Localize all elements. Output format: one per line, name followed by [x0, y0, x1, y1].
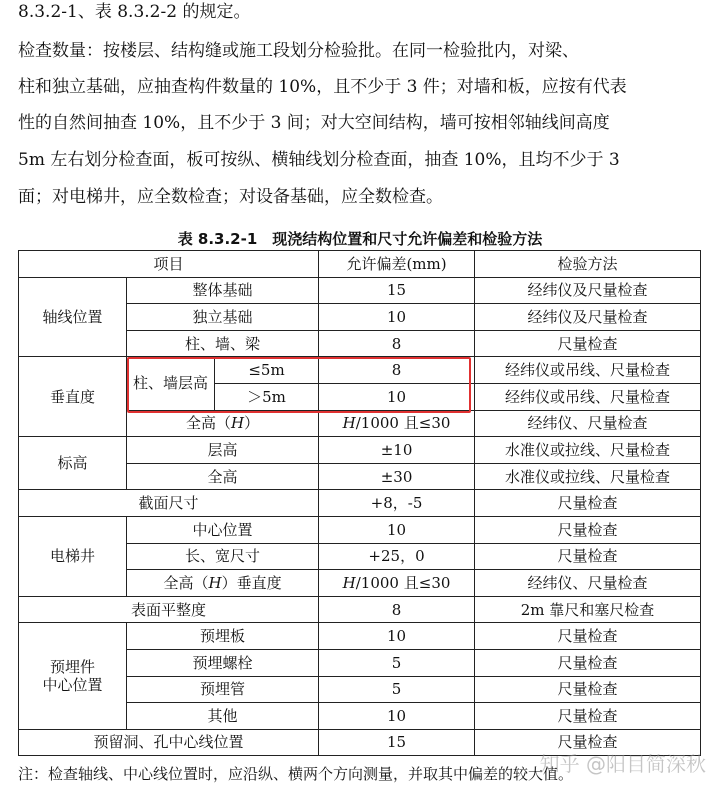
item-cell: 层高: [127, 437, 319, 464]
tolerance-cell: 10: [319, 304, 475, 331]
item-cell: 全高（H）垂直度: [127, 570, 319, 597]
group-embedded-line-1: 预埋件: [49, 658, 95, 676]
method-cell: 经纬仪、尺量检查: [475, 570, 701, 597]
table-header-row: [19, 251, 701, 278]
tolerance-cell: 8: [319, 330, 475, 357]
method-cell: 水准仪或拉线、尺量检查: [475, 463, 701, 490]
method-cell: 尺量检查: [475, 676, 701, 703]
method-cell: 尺量检查: [475, 543, 701, 570]
tolerance-cell: 10: [319, 623, 475, 650]
tolerance-cell: 5: [319, 676, 475, 703]
item-cell: 预埋管: [127, 676, 319, 703]
method-cell: 2m 靠尺和塞尺检查: [475, 596, 701, 623]
condition-cell: ≤5m: [215, 357, 319, 384]
header-item: 项目: [19, 251, 319, 278]
header-method: 检验方法: [475, 251, 701, 278]
item-cell: 全高: [127, 463, 319, 490]
item-cell: 全高（H）: [127, 410, 319, 437]
tolerance-cell: H/1000 且≤30: [319, 570, 475, 597]
tolerance-cell: 10: [319, 516, 475, 543]
paragraph-line-2: 检查数量：按楼层、结构缝或施工段划分检验批。在同一检验批内，对梁、: [18, 41, 579, 61]
item-cell: 预埋板: [127, 623, 319, 650]
tolerance-cell: 8: [319, 596, 475, 623]
paragraph-line-6: 面；对电梯井，应全数检查；对设备基础，应全数检查。: [18, 187, 443, 207]
tolerance-cell: H/1000 且≤30: [319, 410, 475, 437]
method-cell: 经纬仪及尺量检查: [475, 277, 701, 304]
item-cell: 柱、墙、梁: [127, 330, 319, 357]
method-cell: 尺量检查: [475, 703, 701, 730]
tolerance-cell: +8，-5: [319, 490, 475, 517]
item-cell: 表面平整度: [19, 596, 319, 623]
method-cell: 尺量检查: [475, 729, 701, 756]
header-tolerance: 允许偏差(mm): [319, 251, 475, 278]
method-cell: 经纬仪、尺量检查: [475, 410, 701, 437]
method-cell: 经纬仪及尺量检查: [475, 304, 701, 331]
tolerance-cell: ±30: [319, 463, 475, 490]
tolerance-table: [18, 250, 701, 756]
method-cell: 经纬仪或吊线、尺量检查: [475, 357, 701, 384]
item-cell: 长、宽尺寸: [127, 543, 319, 570]
table-row: [19, 277, 701, 304]
group-elevation: 标高: [19, 437, 127, 490]
item-cell: 预留洞、孔中心线位置: [19, 729, 319, 756]
method-cell: 尺量检查: [475, 490, 701, 517]
tolerance-cell: 5: [319, 649, 475, 676]
method-cell: 尺量检查: [475, 330, 701, 357]
method-cell: 尺量检查: [475, 649, 701, 676]
paragraph-line-4: 性的自然间抽查 10%，且不少于 3 间；对大空间结构，墙可按相邻轴线间高度: [18, 113, 610, 133]
tolerance-cell: 15: [319, 729, 475, 756]
method-cell: 尺量检查: [475, 623, 701, 650]
sub-group-storey: 柱、墙层高: [127, 357, 215, 410]
item-cell: 整体基础: [127, 277, 319, 304]
method-cell: 经纬仪或吊线、尺量检查: [475, 383, 701, 410]
paragraph-line-1: 8.3.2-1、表 8.3.2-2 的规定。: [18, 2, 251, 22]
table-row: [19, 357, 701, 384]
tolerance-cell: 10: [319, 703, 475, 730]
group-embedded: [19, 623, 127, 729]
tolerance-cell: +25，0: [319, 543, 475, 570]
table-note: 注：检查轴线、中心线位置时，应沿纵、横两个方向测量，并取其中偏差的较大值。: [18, 765, 574, 783]
item-cell: 其他: [127, 703, 319, 730]
item-cell: 截面尺寸: [19, 490, 319, 517]
group-vertical: 垂直度: [19, 357, 127, 437]
table-row: [19, 516, 701, 543]
watermark: 知乎 @阳目简深秋: [539, 752, 706, 776]
item-cell: 预埋螺栓: [127, 649, 319, 676]
table-row: [19, 490, 701, 517]
table-caption: 表 8.3.2-1 现浇结构位置和尺寸允许偏差和检验方法: [177, 230, 543, 248]
condition-cell: ＞5m: [215, 383, 319, 410]
group-elevator: 电梯井: [19, 516, 127, 596]
tolerance-cell: 8: [319, 357, 475, 384]
group-embedded-line-2: 中心位置: [42, 676, 103, 694]
paragraph-line-3: 柱和独立基础，应抽查构件数量的 10%，且不少于 3 件；对墙和板，应按有代表: [18, 77, 627, 97]
tolerance-cell: ±10: [319, 437, 475, 464]
table-row: [19, 596, 701, 623]
table-row: [19, 623, 701, 650]
group-axis: 轴线位置: [19, 277, 127, 357]
table-row: [19, 437, 701, 464]
method-cell: 水准仪或拉线、尺量检查: [475, 437, 701, 464]
item-cell: 独立基础: [127, 304, 319, 331]
paragraph-line-5: 5m 左右划分检查面，板可按纵、横轴线划分检查面，抽查 10%，且均不少于 3: [18, 150, 620, 170]
tolerance-cell: 15: [319, 277, 475, 304]
tolerance-cell: 10: [319, 383, 475, 410]
method-cell: 尺量检查: [475, 516, 701, 543]
item-cell: 中心位置: [127, 516, 319, 543]
